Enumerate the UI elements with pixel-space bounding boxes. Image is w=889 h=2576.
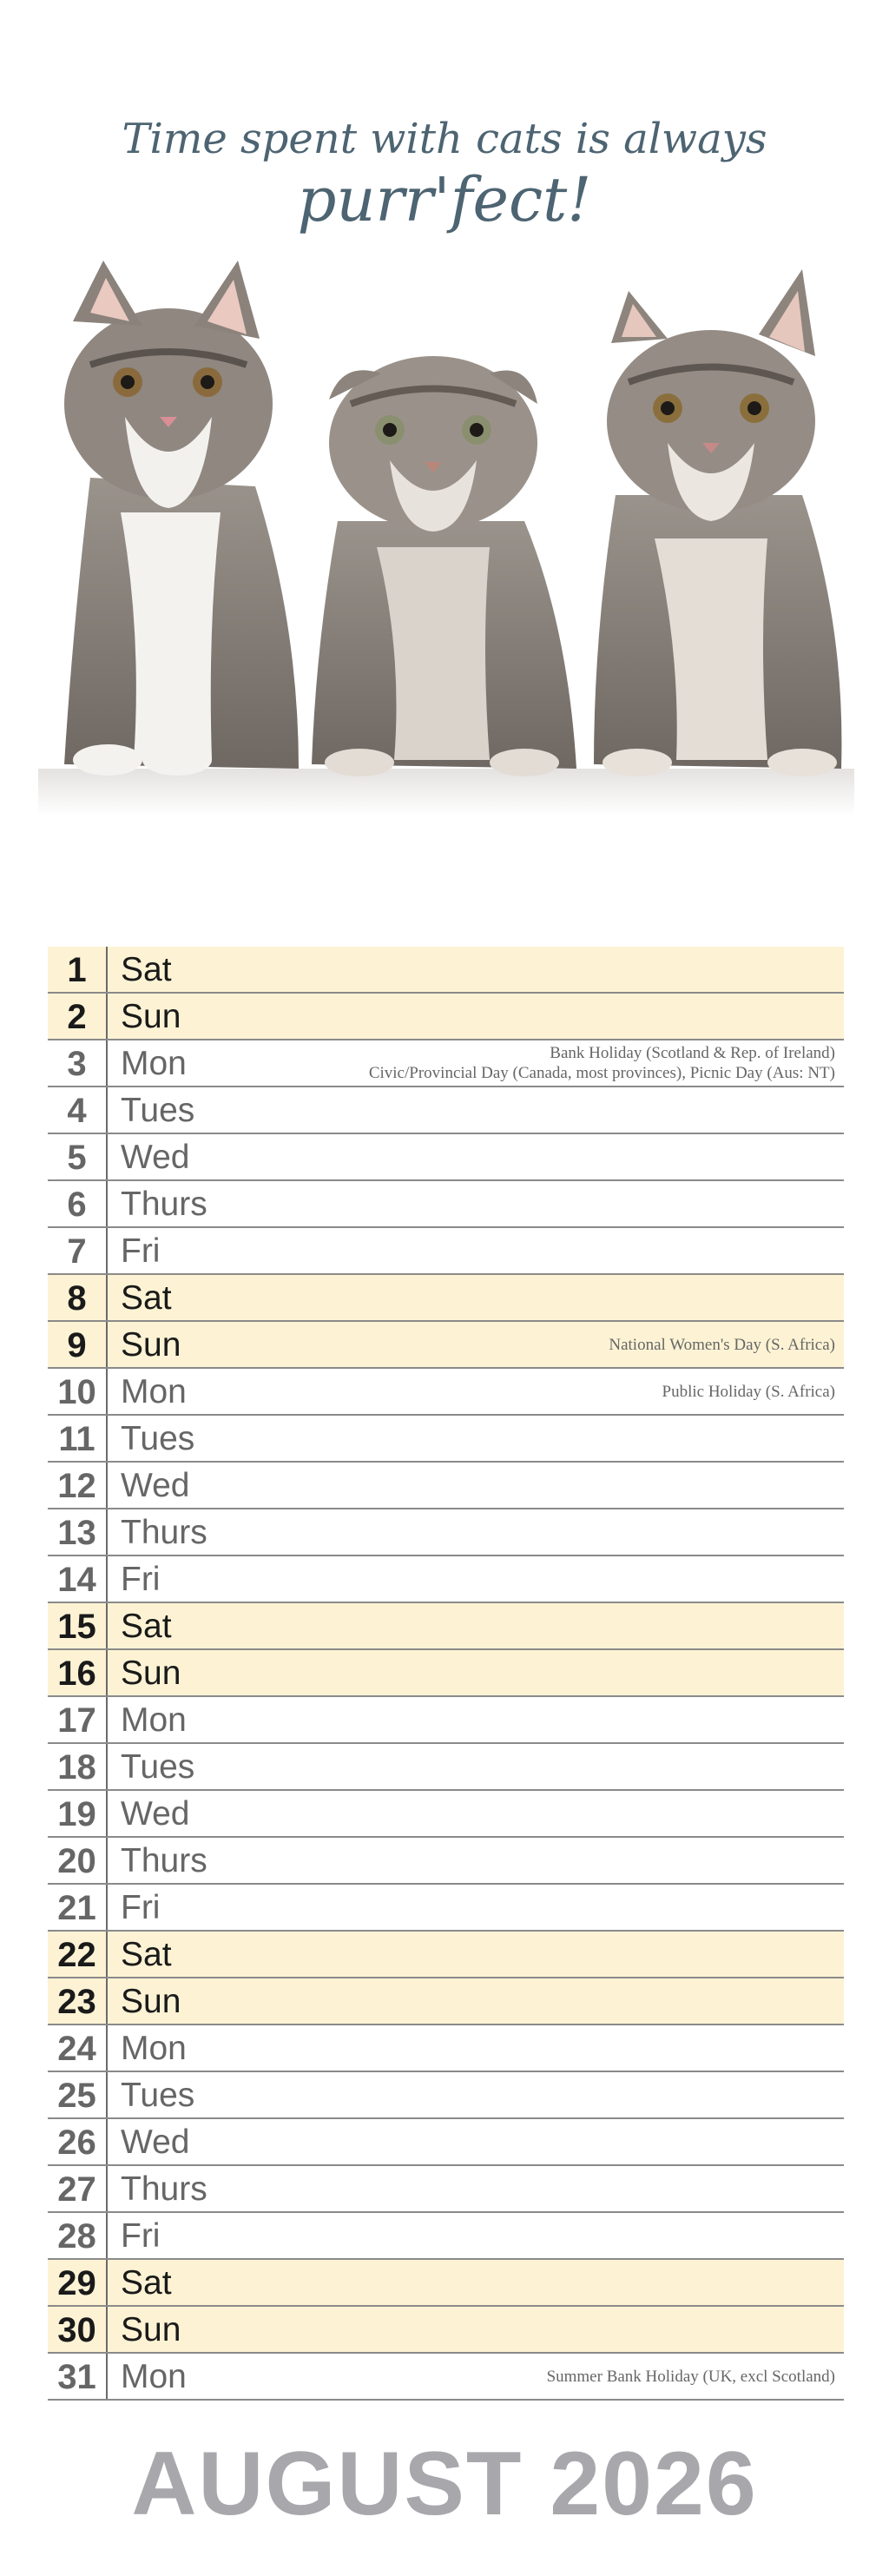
day-row [48, 947, 844, 994]
day-name: Sun [121, 1326, 181, 1364]
day-row [48, 1791, 844, 1838]
day-name: Tues [121, 1748, 195, 1786]
kitten-middle [312, 356, 576, 776]
day-row [48, 1697, 844, 1744]
holiday-note: Public Holiday (S. Africa) [662, 1382, 835, 1401]
day-number: 4 [48, 1087, 108, 1133]
month-title: AUGUST 2026 [131, 2434, 758, 2534]
day-row [48, 1650, 844, 1697]
day-number: 11 [48, 1416, 108, 1461]
day-row [48, 2260, 844, 2307]
day-row [48, 2307, 844, 2354]
day-row [48, 1275, 844, 1322]
day-name: Mon [121, 1373, 187, 1410]
day-row [48, 1744, 844, 1791]
day-name: Mon [121, 1701, 187, 1739]
day-name: Wed [121, 1139, 190, 1176]
holiday-note: National Women's Day (S. Africa) [609, 1335, 835, 1354]
day-number: 14 [48, 1556, 108, 1602]
day-number: 17 [48, 1697, 108, 1742]
day-number: 3 [48, 1040, 108, 1086]
day-number: 5 [48, 1134, 108, 1179]
day-row [48, 1322, 844, 1369]
day-number: 19 [48, 1791, 108, 1836]
day-name: Fri [121, 1232, 161, 1270]
day-number: 22 [48, 1932, 108, 1977]
day-number: 31 [48, 2354, 108, 2399]
holiday-note: Civic/Provincial Day (Canada, most provinces), Picnic Day (Aus: NT) [368, 1064, 835, 1082]
holiday-notes [609, 1322, 835, 1367]
day-name: Mon [121, 2030, 187, 2067]
kittens-photo [38, 261, 854, 816]
day-name: Sat [121, 1936, 172, 1973]
day-number: 7 [48, 1228, 108, 1273]
day-row [48, 1885, 844, 1932]
day-row [48, 2213, 844, 2260]
day-name: Sat [121, 1279, 172, 1317]
day-number: 26 [48, 2119, 108, 2164]
day-number: 16 [48, 1650, 108, 1695]
day-name: Thurs [121, 1514, 207, 1551]
day-number: 27 [48, 2166, 108, 2211]
day-number: 18 [48, 1744, 108, 1789]
day-row [48, 1416, 844, 1463]
day-name: Wed [121, 2124, 190, 2161]
day-number: 13 [48, 1509, 108, 1555]
day-row [48, 994, 844, 1040]
day-name: Sun [121, 1983, 181, 2020]
day-row [48, 1228, 844, 1275]
day-number: 25 [48, 2072, 108, 2117]
day-name: Fri [121, 1561, 161, 1598]
day-number: 30 [48, 2307, 108, 2352]
day-number: 21 [48, 1885, 108, 1930]
kitten-left [64, 261, 299, 776]
day-number: 2 [48, 994, 108, 1039]
day-number: 9 [48, 1322, 108, 1367]
day-number: 8 [48, 1275, 108, 1320]
day-number: 20 [48, 1838, 108, 1883]
day-name: Wed [121, 1795, 190, 1833]
day-name: Thurs [121, 1186, 207, 1223]
holiday-note: Summer Bank Holiday (UK, excl Scotland) [546, 2367, 835, 2386]
quote-line-2: purr'fect! [297, 164, 592, 235]
day-row [48, 2166, 844, 2213]
day-number: 6 [48, 1181, 108, 1226]
calendar-grid [48, 947, 844, 2401]
day-row [48, 1040, 844, 1087]
quote [0, 113, 889, 236]
day-name: Mon [121, 1045, 187, 1082]
day-name: Tues [121, 1092, 195, 1129]
day-name: Sun [121, 2311, 181, 2348]
day-name: Thurs [121, 2170, 207, 2208]
day-name: Tues [121, 1420, 195, 1457]
day-row [48, 1603, 844, 1650]
holiday-note: Bank Holiday (Scotland & Rep. of Ireland) [550, 1044, 835, 1062]
day-name: Sat [121, 951, 172, 988]
day-name: Fri [121, 2217, 161, 2255]
day-name: Sat [121, 1608, 172, 1645]
day-row [48, 1978, 844, 2025]
kitten-right [594, 269, 841, 776]
day-name: Sun [121, 1655, 181, 1692]
holiday-notes [369, 1040, 835, 1086]
quote-line-1: Time spent with cats is always [122, 115, 767, 163]
day-row [48, 2354, 844, 2401]
day-row [48, 2119, 844, 2166]
day-number: 29 [48, 2260, 108, 2305]
day-row [48, 1509, 844, 1556]
day-number: 24 [48, 2025, 108, 2071]
day-name: Sat [121, 2264, 172, 2302]
day-row [48, 2025, 844, 2072]
holiday-notes [662, 1369, 835, 1414]
day-name: Wed [121, 1467, 190, 1504]
day-number: 28 [48, 2213, 108, 2258]
day-number: 1 [48, 947, 108, 992]
day-row [48, 1134, 844, 1181]
day-name: Mon [121, 2358, 187, 2395]
day-number: 15 [48, 1603, 108, 1648]
day-name: Fri [121, 1889, 161, 1926]
day-row [48, 1087, 844, 1134]
day-number: 23 [48, 1978, 108, 2024]
day-row [48, 1556, 844, 1603]
day-row [48, 1181, 844, 1228]
day-name: Thurs [121, 1842, 207, 1879]
holiday-notes [547, 2354, 835, 2399]
day-number: 12 [48, 1463, 108, 1508]
day-row [48, 1838, 844, 1885]
day-name: Sun [121, 998, 181, 1035]
day-number: 10 [48, 1369, 108, 1414]
day-row [48, 1463, 844, 1509]
day-row [48, 1932, 844, 1978]
day-row [48, 2072, 844, 2119]
day-row [48, 1369, 844, 1416]
day-name: Tues [121, 2077, 195, 2114]
